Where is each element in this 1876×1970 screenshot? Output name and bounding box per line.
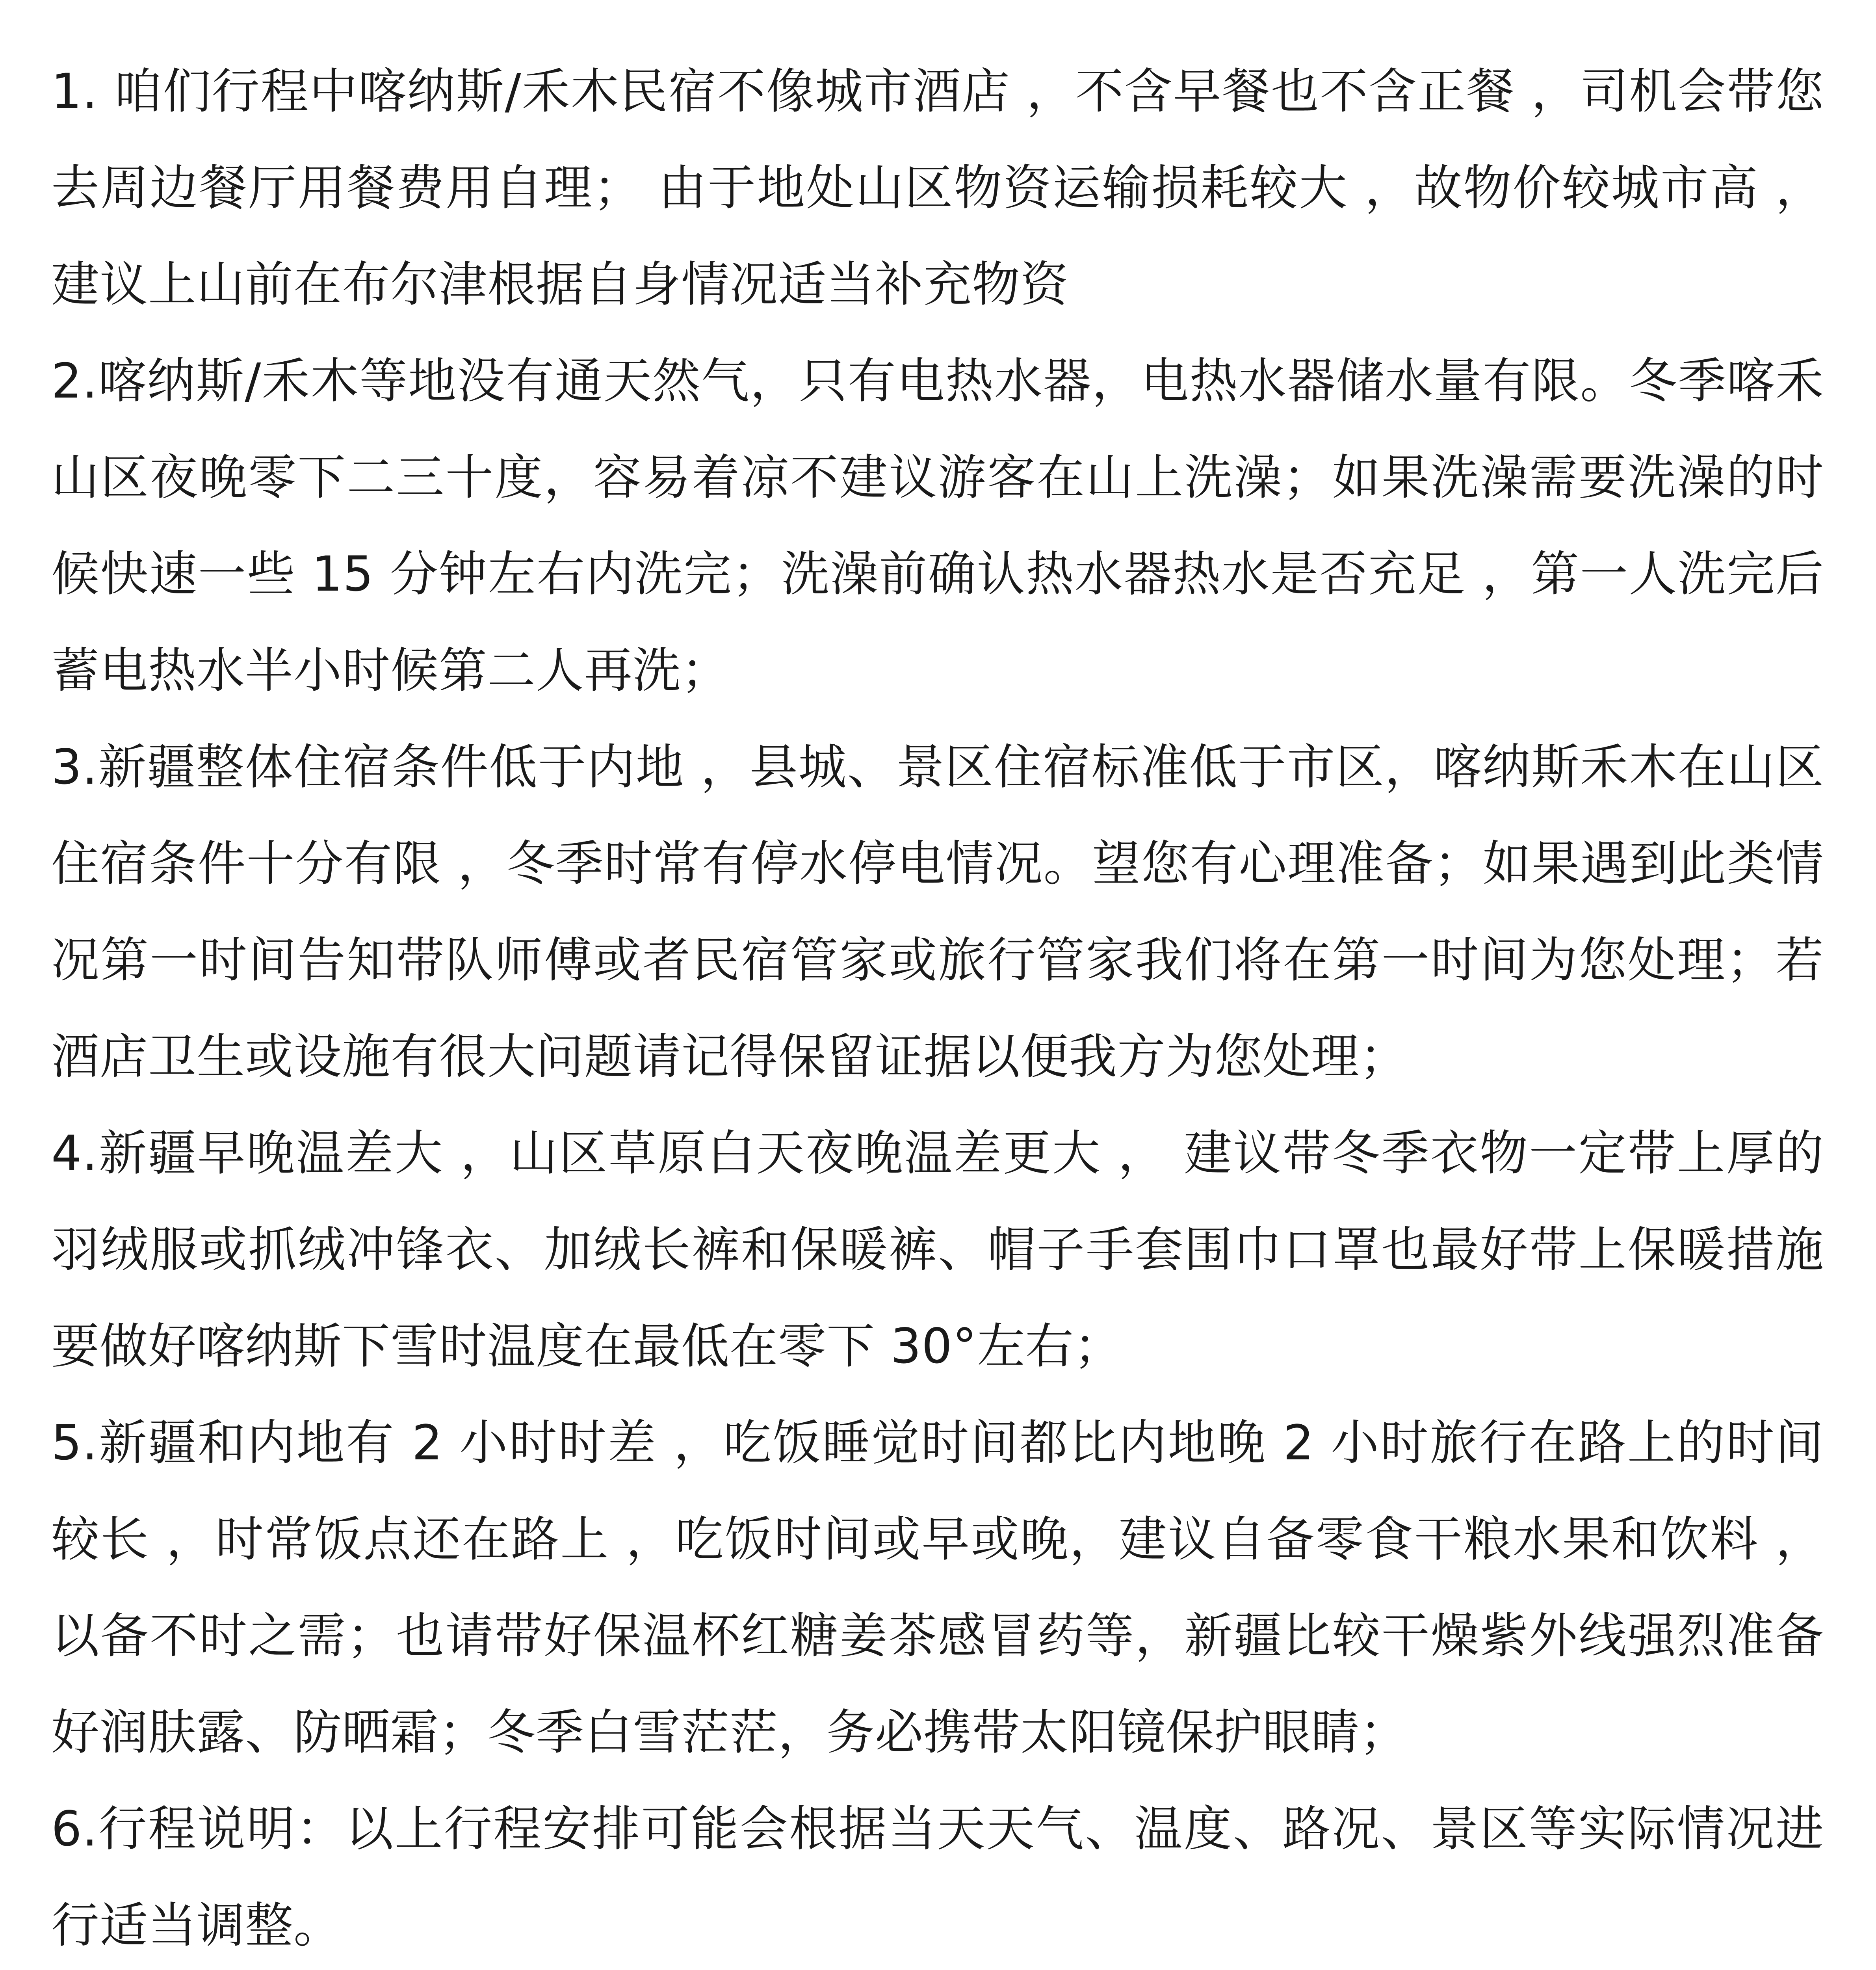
- paragraph-1-meals: 1. 咱们行程中喀纳斯/禾木民宿不像城市酒店 ，不含早餐也不含正餐 ，司机会带您去周边餐厅用餐费用自理； 由于地处山区物资运输损耗较大 ，故物价较城市高 ，建议上山前在布尔津根据自身情况适当补充物资: [51, 63, 1824, 312]
- paragraph-4-temperature: 4.新疆早晚温差大 ，山区草原白天夜晚温差更大 ， 建议带冬季衣物一定带上厚的羽绒服或抓绒冲锋衣、加绒长裤和保暖裤、帽子手套围巾口罩也最好带上保暖措施要做好喀纳斯下雪时温度在最低在零下 30°左右；: [51, 1125, 1824, 1374]
- paragraph-3-accommodation: 3.新疆整体住宿条件低于内地 ，县城、景区住宿标准低于市区，喀纳斯禾木在山区住宿条件十分有限 ，冬季时常有停水停电情况。望您有心理准备；如果遇到此类情况第一时间告知带队师傅或者民宿管家或旅行管家我们将在第一时间为您处理；若酒店卫生或设施有很大问题请记得保留证据以便我方为您处理；: [51, 739, 1824, 1085]
- paragraph-5-time-difference: 5.新疆和内地有 2 小时时差 ，吃饭睡觉时间都比内地晚 2 小时旅行在路上的时间较长 ，时常饭点还在路上 ，吃饭时间或早或晚，建议自备零食干粮水果和饮料 ，以备不时之需；也请带好保温杯红糖姜茶感冒药等，新疆比较干燥紫外线强烈准备好润肤露、防晒霜；冬季白雪茫茫，务必携带太阳镜保护眼睛；: [51, 1415, 1824, 1760]
- paragraph-6-itinerary-note: 6.行程说明：以上行程安排可能会根据当天天气、温度、路况、景区等实际情况进行适当调整。: [51, 1801, 1824, 1953]
- paragraph-2-water-heater: 2.喀纳斯/禾木等地没有通天然气，只有电热水器，电热水器储水量有限。冬季喀禾山区夜晚零下二三十度，容易着凉不建议游客在山上洗澡；如果洗澡需要洗澡的时候快速一些 15 分钟左右内洗完；洗澡前确认热水器热水是否充足 ，第一人洗完后蓄电热水半小时候第二人再洗；: [51, 353, 1824, 699]
- document-body: [51, 43, 1824, 1970]
